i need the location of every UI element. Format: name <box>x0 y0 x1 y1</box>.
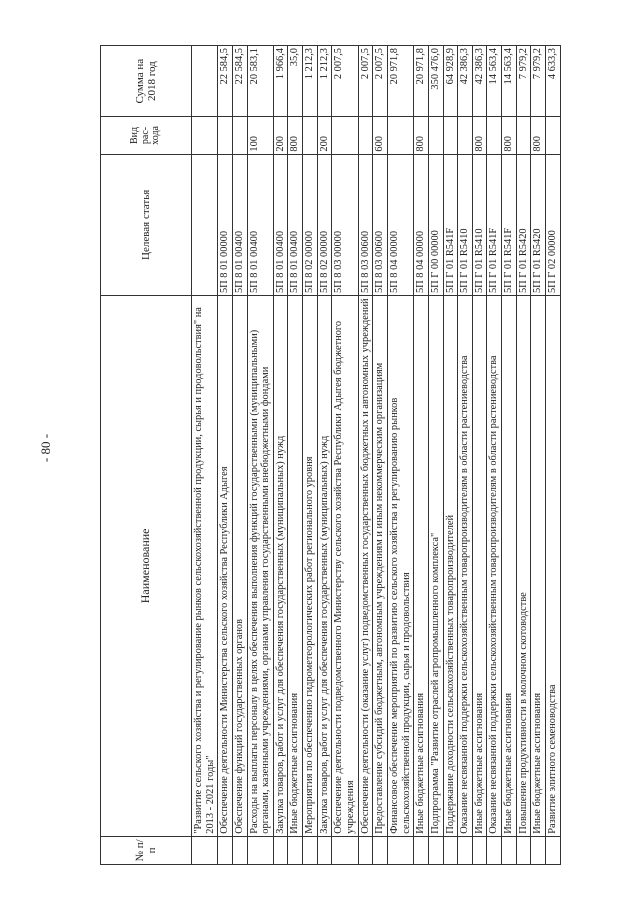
cell-num <box>273 836 288 864</box>
cell-amount: 64 928,9 <box>443 46 458 117</box>
cell-vid <box>546 117 561 154</box>
cell-amount: 20 583,1 <box>247 46 273 117</box>
cell-name: Иные бюджетные ассигнования <box>502 296 517 837</box>
cell-vid <box>458 117 473 154</box>
table-row <box>247 46 273 865</box>
cell-num <box>414 836 429 864</box>
table-row <box>387 46 413 865</box>
cell-code: 5П Г 01 R5410 <box>458 154 473 295</box>
cell-vid <box>303 117 318 154</box>
cell-name: Финансовое обеспечение мероприятий по развитию сельского хозяйства и регулированию рынков сельскохозяйственной продукции, сырья и продовольствия <box>387 296 413 837</box>
cell-name: Иные бюджетные ассигнования <box>531 296 546 837</box>
cell-name: Обеспечение функций государственных органов <box>232 296 247 837</box>
cell-code: 5П 8 01 00400 <box>247 154 273 295</box>
cell-vid <box>192 117 218 154</box>
cell-num <box>232 836 247 864</box>
cell-code: 5П 8 01 00400 <box>288 154 303 295</box>
cell-code: 5П Г 01 R5420 <box>516 154 531 295</box>
cell-code: 5П 8 02 00000 <box>303 154 318 295</box>
cell-vid: 800 <box>502 117 517 154</box>
cell-vid: 600 <box>373 117 388 154</box>
cell-code: 5П 8 04 00000 <box>387 154 413 295</box>
cell-vid: 800 <box>531 117 546 154</box>
cell-name: Обеспечение деятельности Министерства сельского хозяйства Республики Адыгея <box>218 296 233 837</box>
table-row <box>443 46 458 865</box>
table-row <box>192 46 218 865</box>
table-row <box>218 46 233 865</box>
cell-name: Оказание несвязанной поддержки сельскохозяйственным товаропроизводителям в области растениеводства <box>487 296 502 837</box>
cell-num <box>458 836 473 864</box>
cell-vid: 800 <box>414 117 429 154</box>
cell-code: 5П Г 01 R541F <box>502 154 517 295</box>
table-row <box>303 46 318 865</box>
header-amount: Сумма на 2018 год <box>101 46 192 117</box>
cell-code: 5П 8 01 00000 <box>218 154 233 295</box>
cell-amount: 22 584,5 <box>232 46 247 117</box>
cell-num <box>303 836 318 864</box>
cell-num <box>502 836 517 864</box>
table-row <box>414 46 429 865</box>
table-row <box>546 46 561 865</box>
cell-num <box>387 836 413 864</box>
cell-code: 5П 8 04 00000 <box>414 154 429 295</box>
table-row <box>373 46 388 865</box>
cell-code: 5П Г 01 R541F <box>443 154 458 295</box>
cell-code: 5П 8 03 00600 <box>358 154 373 295</box>
header-vid: Вид рас-хода <box>101 117 192 154</box>
cell-num <box>373 836 388 864</box>
cell-code <box>192 154 218 295</box>
cell-amount: 4 633,3 <box>546 46 561 117</box>
cell-num <box>546 836 561 864</box>
cell-amount: 35,0 <box>288 46 303 117</box>
cell-vid: 100 <box>247 117 273 154</box>
cell-amount: 22 584,5 <box>218 46 233 117</box>
cell-name: Предоставление субсидий бюджетным, автономным учреждениям и иным некоммерческим организациям <box>373 296 388 837</box>
cell-num <box>428 836 443 864</box>
cell-vid <box>332 117 358 154</box>
cell-code: 5П 8 03 00000 <box>332 154 358 295</box>
cell-code: 5П Г 01 R5420 <box>531 154 546 295</box>
cell-vid <box>487 117 502 154</box>
cell-code: 5П 8 01 00400 <box>273 154 288 295</box>
cell-amount: 14 563,4 <box>487 46 502 117</box>
cell-code: 5П 8 03 00600 <box>373 154 388 295</box>
rotated-page-content <box>100 45 640 865</box>
cell-vid <box>443 117 458 154</box>
cell-name: Иные бюджетные ассигнования <box>472 296 487 837</box>
cell-amount: 2 007,5 <box>373 46 388 117</box>
cell-code: 5П 8 02 00000 <box>317 154 332 295</box>
cell-vid <box>387 117 413 154</box>
cell-amount <box>192 46 218 117</box>
cell-vid <box>358 117 373 154</box>
cell-name: Мероприятия по обеспечению гидрометеорологических работ регионального уровня <box>303 296 318 837</box>
cell-num <box>358 836 373 864</box>
cell-name: Оказание несвязанной поддержки сельскохозяйственным товаропроизводителям в области растениеводства <box>458 296 473 837</box>
cell-name: Развитие элитного семеноводства <box>546 296 561 837</box>
cell-code: 5П Г 01 R5410 <box>472 154 487 295</box>
cell-amount: 350 476,0 <box>428 46 443 117</box>
cell-code: 5П Г 01 R541F <box>487 154 502 295</box>
table-row <box>332 46 358 865</box>
cell-name: Иные бюджетные ассигнования <box>288 296 303 837</box>
cell-amount: 1 212,3 <box>317 46 332 117</box>
cell-num <box>516 836 531 864</box>
cell-amount: 7 979,2 <box>531 46 546 117</box>
table-row <box>531 46 546 865</box>
cell-amount: 14 563,4 <box>502 46 517 117</box>
cell-name: Обеспечение деятельности подведомственного Министерству сельского хозяйства Республики Адыгея бюджетного учреждения <box>332 296 358 837</box>
cell-amount: 20 971,8 <box>387 46 413 117</box>
cell-name: Подпрограмма "Развитие отраслей агропромышленного комплекса" <box>428 296 443 837</box>
cell-name: Закупка товаров, работ и услуг для обеспечения государственных (муниципальных) нужд <box>317 296 332 837</box>
table-body <box>192 46 561 865</box>
cell-num <box>472 836 487 864</box>
page-number: - 80 - <box>38 433 53 463</box>
cell-name: Иные бюджетные ассигнования <box>414 296 429 837</box>
cell-name: Обеспечение деятельности (оказание услуг) подведомственных государственных бюджетных и автономных учреждений <box>358 296 373 837</box>
cell-code: 5П Г 00 00000 <box>428 154 443 295</box>
header-num: № п/п <box>101 836 192 864</box>
cell-vid <box>218 117 233 154</box>
cell-vid <box>516 117 531 154</box>
cell-amount: 1 212,3 <box>303 46 318 117</box>
cell-code: 5П 8 01 00400 <box>232 154 247 295</box>
cell-amount: 1 966,4 <box>273 46 288 117</box>
cell-num <box>288 836 303 864</box>
cell-vid <box>428 117 443 154</box>
budget-table <box>100 45 561 865</box>
cell-num <box>218 836 233 864</box>
table-row <box>487 46 502 865</box>
cell-name: Расходы на выплаты персоналу в целях обеспечения выполнения функций государственными (муниципальными) органами, казенными учреждениями, органами управления государственными внебюджетными фондами <box>247 296 273 837</box>
cell-name: Повышение продуктивности в молочном скотоводстве <box>516 296 531 837</box>
header-code: Целевая статья <box>101 154 192 295</box>
table-row <box>232 46 247 865</box>
table-row <box>472 46 487 865</box>
cell-vid <box>232 117 247 154</box>
cell-num <box>487 836 502 864</box>
cell-vid: 200 <box>317 117 332 154</box>
cell-num <box>247 836 273 864</box>
table-row <box>502 46 517 865</box>
cell-name: "Развитие сельского хозяйства и регулирование рынков сельскохозяйственной продукции, сырья и продовольствия" на 2013 - 2021 годы" <box>192 296 218 837</box>
cell-amount: 20 971,8 <box>414 46 429 117</box>
cell-num <box>192 836 218 864</box>
cell-num <box>531 836 546 864</box>
table-row <box>516 46 531 865</box>
cell-name: Поддержание доходности сельскохозяйственных товаропроизводителей <box>443 296 458 837</box>
cell-vid: 800 <box>288 117 303 154</box>
table-row <box>428 46 443 865</box>
cell-amount: 42 386,3 <box>472 46 487 117</box>
cell-amount: 42 386,3 <box>458 46 473 117</box>
cell-code: 5П Г 02 00000 <box>546 154 561 295</box>
table-row <box>317 46 332 865</box>
cell-vid: 200 <box>273 117 288 154</box>
table-row <box>458 46 473 865</box>
cell-num <box>332 836 358 864</box>
cell-amount: 2 007,5 <box>358 46 373 117</box>
table-row <box>358 46 373 865</box>
table-row <box>273 46 288 865</box>
cell-name: Закупка товаров, работ и услуг для обеспечения государственных (муниципальных) нужд <box>273 296 288 837</box>
cell-num <box>317 836 332 864</box>
cell-num <box>443 836 458 864</box>
table-header-row <box>101 46 192 865</box>
cell-amount: 7 979,2 <box>516 46 531 117</box>
header-name: Наименование <box>101 296 192 837</box>
cell-amount: 2 007,5 <box>332 46 358 117</box>
table-row <box>288 46 303 865</box>
cell-vid: 800 <box>472 117 487 154</box>
